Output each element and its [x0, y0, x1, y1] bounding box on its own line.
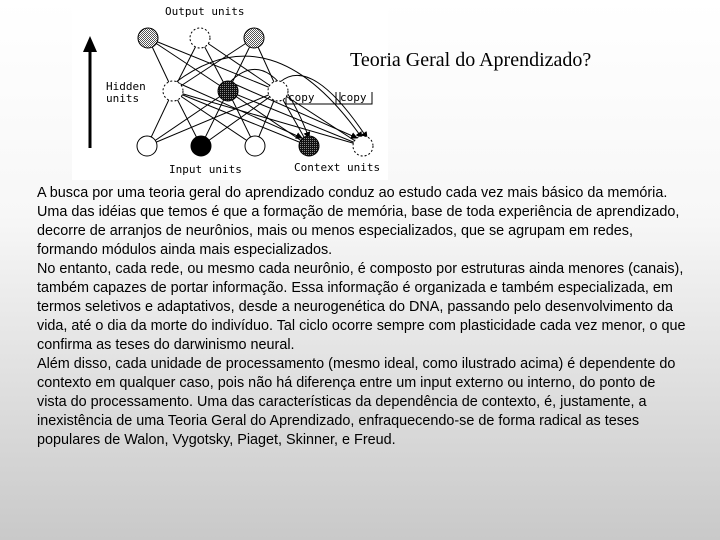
hidden-units-label-line2: units — [106, 92, 140, 105]
body-text — [37, 184, 687, 450]
paragraph-3: Além disso, cada unidade de processamento (mesmo ideal, como ilustrado acima) é dependente do contexto em qualquer caso, pois não há diferença entre um input externo ou interno, do ponto de vista do processamento. Uma das características da dependência de contexto, é, justamente, a inexistência de uma Teoria Geral do Aprendizado, enfraquecendo-se de forma radical as teses populares de Walon, Vygotsky, Piaget, Skinner, e Freud. — [37, 356, 676, 448]
output-units — [138, 28, 264, 48]
copy-label-2: copy — [340, 91, 367, 104]
copy-label-1: copy — [288, 91, 315, 104]
paragraph-1: A busca por uma teoria geral do aprendizado conduz ao estudo cada vez mais básico da memória. Uma das idéias que temos é que a formação de memória, base de toda experiência de aprendizado, decorre de arranjos de neurônios, mais ou menos especializados, que se agrupam em redes, formando módulos ainda mais especializados. — [37, 185, 680, 258]
input-units-label: Input units — [169, 163, 242, 176]
input-units — [137, 136, 265, 156]
paragraph-2: No entanto, cada rede, ou mesmo cada neurônio, é composto por estruturas ainda menores (canais), também capazes de portar informação. Essa informação é organizada e também especializada, em termos seletivos e adaptativos, desde a neurogenética do DNA, passando pelo desenvolvimento da vida, até o dia da morte do indivíduo. Tal ciclo ocorre sempre com plasticidade cada vez menor, o que confirma as teses do darwinismo neural. — [37, 261, 686, 353]
context-units-label: Context units — [294, 161, 381, 174]
hidden-units — [163, 81, 288, 101]
flow-direction-arrow — [83, 36, 97, 148]
context-units — [299, 136, 373, 156]
output-units-label: Output units — [165, 5, 245, 18]
hidden-units-label-line1: Hidden — [106, 80, 146, 93]
elman-network-diagram — [72, 0, 388, 180]
slide-title: Teoria Geral do Aprendizado? — [350, 49, 592, 71]
